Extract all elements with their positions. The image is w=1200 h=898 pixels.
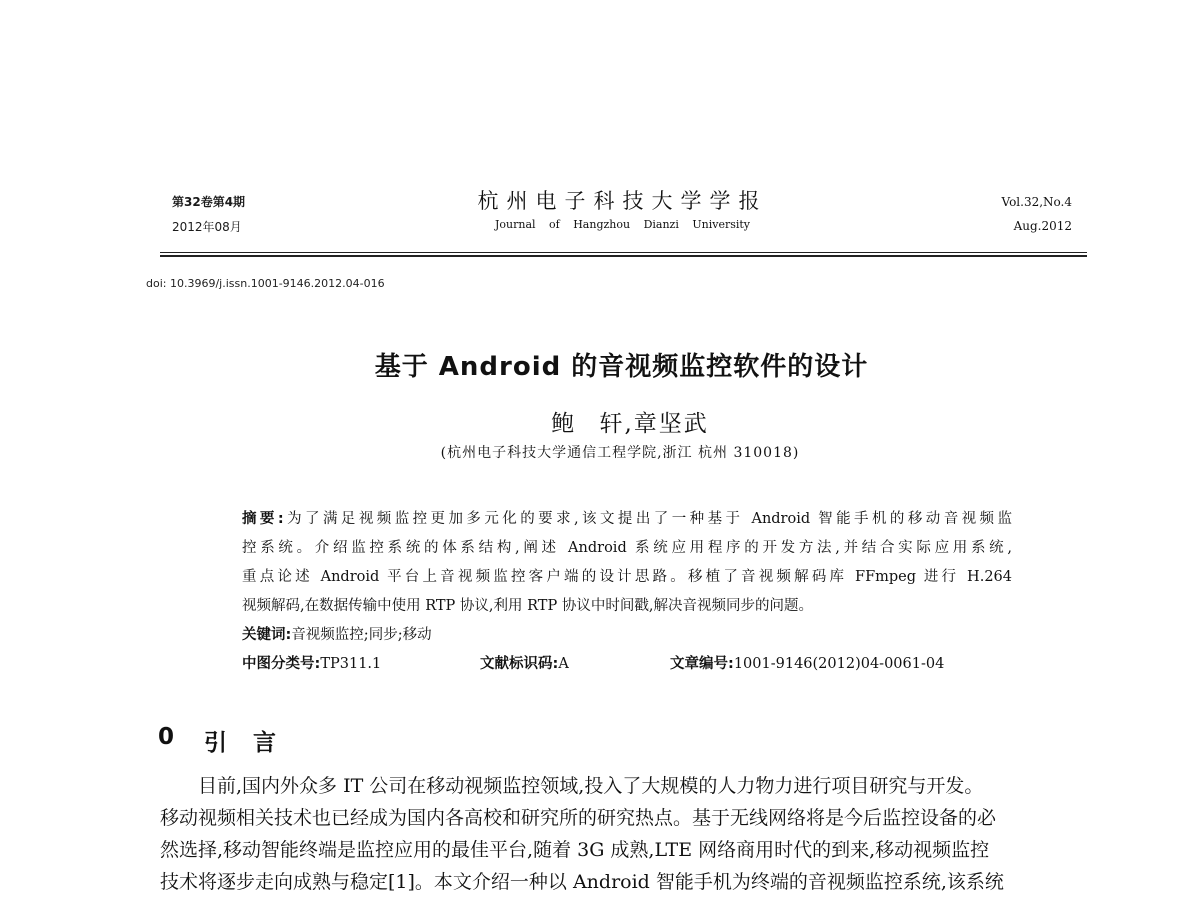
volume-issue-cn: 第32卷第4期 [172,195,246,209]
abstract [242,505,1012,621]
header-rule-thin [160,252,1087,253]
classification-number [242,652,381,673]
abstract-label: 摘要: [242,511,284,527]
keywords-label: 关键词: [242,627,292,643]
paper-title: 基于 Android 的音视频监控软件的设计 [374,352,869,382]
volume-issue-en: Vol.32,No.4 [1001,195,1072,209]
body-line: 技术将逐步走向成熟与稳定[1]。本文介绍一种以 Android 智能手机为终端的音视频监控系统,该系统 [160,871,1004,893]
body-line: 移动视频相关技术也已经成为国内各高校和研究所的研究热点。基于无线网络将是今后监控设备的必 [160,807,997,829]
document-code-label: 文献标识码: [480,656,559,672]
abstract-line: 视频解码,在数据传输中使用 RTP 协议,利用 RTP 协议中时间戳,解决音视频同步的问题。 [242,598,813,614]
body-line: 目前,国内外众多 IT 公司在移动视频监控领域,投入了大规模的人力物力进行项目研究与开发。 [198,775,984,797]
article-id-label: 文章编号: [670,656,734,672]
body-line: 然选择,移动智能终端是监控应用的最佳平台,随着 3G 成熟,LTE 网络商用时代的到来,移动视频监控 [160,839,990,861]
section-title: 引言 [204,730,302,756]
document-code [480,652,569,673]
document-code-value: A [558,656,569,672]
doi: doi: 10.3969/j.issn.1001-9146.2012.04-016 [146,277,385,290]
publication-date-cn: 2012年08月 [172,220,242,234]
journal-name-cn: 杭州电子科技大学学报 [477,189,768,213]
abstract-line: 控系统。介绍监控系统的体系结构,阐述 Android 系统应用程序的开发方法,并结合实际应用系统, [242,540,1012,556]
section-number: 0 [158,724,175,750]
header-rule-thick [160,255,1087,257]
classification-value: TP311.1 [320,656,382,672]
journal-name-en: Journal of Hangzhou Dianzi University [494,218,751,231]
abstract-line [242,505,1012,534]
body-text [160,770,1088,898]
classification-label: 中图分类号: [242,656,321,672]
keywords-value: 音视频监控;同步;移动 [291,627,432,643]
abstract-line-text: 为了满足视频监控更加多元化的要求,该文提出了一种基于 Android 智能手机的移动音视频监 [283,511,1012,527]
affiliation: (杭州电子科技大学通信工程学院,浙江 杭州 310018) [440,445,800,461]
publication-date-en: Aug.2012 [1013,219,1072,233]
article-id-value: 1001-9146(2012)04-0061-04 [733,656,945,672]
authors: 鲍 轩,章坚武 [551,411,709,437]
keywords [242,623,432,644]
article-id [670,652,944,673]
abstract-line: 重点论述 Android 平台上音视频监控客户端的设计思路。移植了音视频解码库 FFmpeg 进行 H.264 [242,569,1012,585]
